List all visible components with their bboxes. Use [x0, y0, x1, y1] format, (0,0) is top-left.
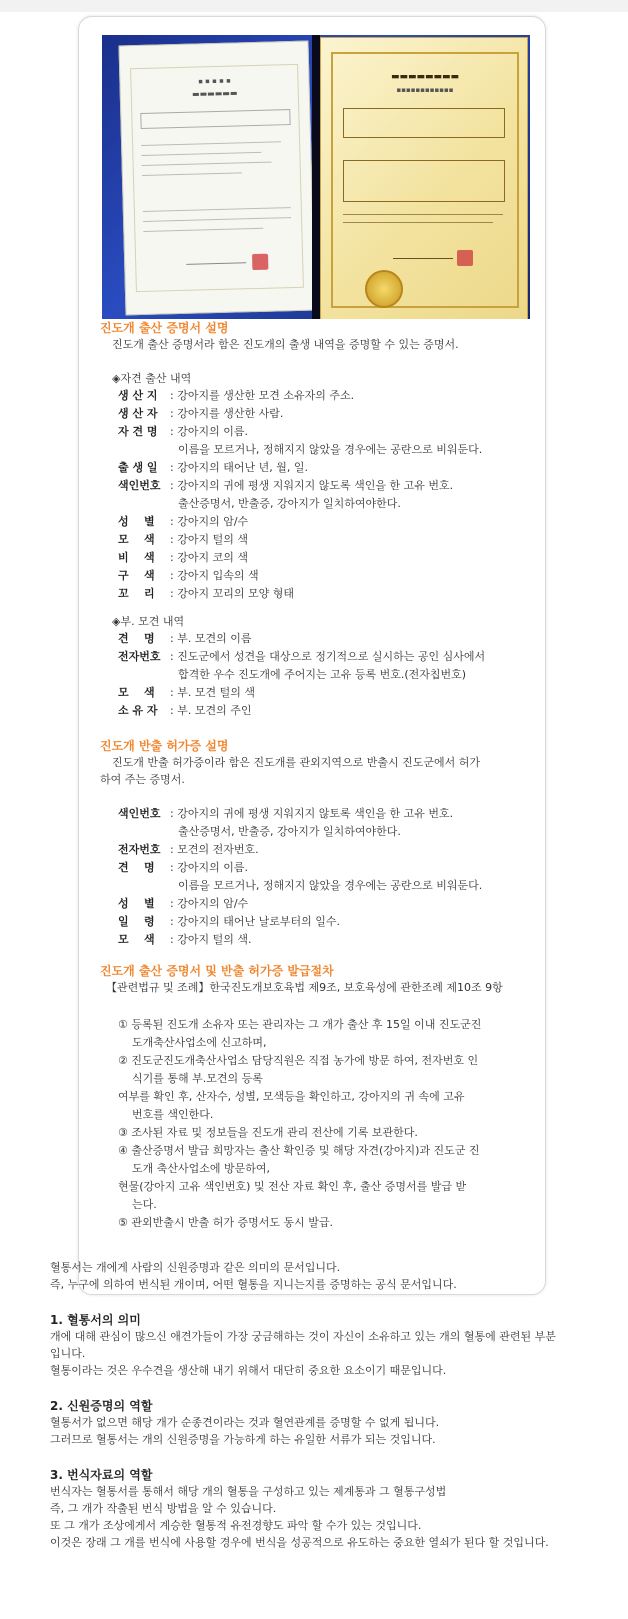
para-1b: 입니다.: [50, 1347, 86, 1360]
rows3-value: : 강아지의 귀에 평생 지워지지 않토록 색인을 한 고유 번호.: [170, 807, 454, 820]
procedure-step-line: ① 등록된 진도개 소유자 또는 관리자는 그 개가 출산 후 15일 이내 진도군진: [118, 1018, 482, 1031]
para-3b: 즉, 그 개가 작출된 번식 방법을 알 수 있습니다.: [50, 1502, 277, 1515]
heading-3: 3. 번식자료의 역할: [50, 1468, 153, 1482]
para-2b: 그러므로 혈통서는 개의 신원증명을 가능하게 하는 유일한 서류가 되는 것입니다.: [50, 1433, 436, 1446]
para-1c: 혈통이라는 것은 우수견을 생산해 내기 위해서 대단히 중요한 요소이기 때문입니다.: [50, 1364, 447, 1377]
rows1-value: : 강아지의 귀에 평생 지워지지 않도록 색인을 한 고유 번호.: [170, 479, 454, 492]
rows3-value: : 강아지의 태어난 날로부터의 일수.: [170, 915, 340, 928]
rows3-value: : 강아지의 암/수: [170, 897, 249, 910]
procedure-step-line: 는다.: [132, 1198, 157, 1211]
rows1-key: 색인번호: [118, 479, 161, 492]
top-strip: [0, 0, 628, 12]
folder-spine: [312, 35, 320, 319]
rows1-key: 성 별: [118, 515, 155, 528]
rows3-value: : 모견의 전자번호.: [170, 843, 259, 856]
rows1-value: : 강아지의 암/수: [170, 515, 249, 528]
rows2-value: : 진도군에서 성견을 대상으로 정기적으로 실시하는 공인 심사에서: [170, 650, 486, 663]
rows2-value: : 부. 모견 털의 색: [170, 686, 255, 699]
rows3-value: : 강아지 털의 색.: [170, 933, 252, 946]
rows2-key: 모 색: [118, 686, 155, 699]
gold-seal-icon: [365, 270, 403, 308]
rows1-value: : 강아지 코의 색: [170, 551, 248, 564]
heading-1: 1. 혈통서의 의미: [50, 1313, 141, 1327]
heading-2: 2. 신원증명의 역할: [50, 1399, 153, 1413]
procedure-step-line: ⑤ 관외반출시 반출 허가 증명서도 동시 발급.: [118, 1216, 333, 1229]
rows1-key: 출 생 일: [118, 461, 158, 474]
rows1-value: : 강아지 꼬리의 모양 형태: [170, 587, 294, 600]
rows1-key: 구 색: [118, 569, 155, 582]
rows1-value: 출산증명서, 반출증, 강아지가 일치하여야한다.: [178, 497, 401, 510]
rows1-value: : 강아지 입속의 색: [170, 569, 259, 582]
sec1-title: 진도개 출산 증명서 설명: [100, 321, 229, 335]
procedure-step-line: 여부를 확인 후, 산자수, 성별, 모색등을 확인하고, 강아지의 귀 속에 고유: [118, 1090, 465, 1103]
rows1-key: 꼬 리: [118, 587, 155, 600]
rows2-value: : 부. 모견의 이름: [170, 632, 252, 645]
para-1a: 개에 대해 관심이 많으신 애견가들이 가장 궁금해하는 것이 자신이 소유하고 있는 개의 혈통에 관련된 부분: [50, 1330, 556, 1343]
sub2-title: ◈부. 모견 내역: [112, 615, 185, 628]
sec3-title: 진도개 출산 증명서 및 반출 허가증 발급절차: [100, 964, 334, 978]
sec1-desc: 진도개 출산 증명서라 함은 진도개의 출생 내역을 증명할 수 있는 증명서.: [112, 338, 459, 351]
birth-certificate-document: ▬▬▬▬▬▬▬▬ ▪▪▪▪▪▪▪▪▪▪▪▪: [320, 37, 528, 319]
rows1-value: : 강아지 털의 색: [170, 533, 248, 546]
rows1-key: 생 산 지: [118, 389, 158, 402]
sec2-desc-1: 진도개 반출 허가증이라 함은 진도개를 관외지역으로 반출시 진도군에서 허가: [112, 756, 481, 769]
law-reference: 【관련법규 및 조례】한국진도개보호육법 제9조, 보호육성에 관한조례 제10조 9항: [106, 981, 503, 994]
para-3a: 번식자는 혈통서를 통해서 해당 개의 혈통을 구성하고 있는 제계통과 그 혈통구성법: [50, 1485, 447, 1498]
rows1-key: 생 산 자: [118, 407, 158, 420]
intro-line-2: 즉, 누구에 의하여 번식된 개이며, 어떤 혈통을 지니는지를 증명하는 공식 문서입니다.: [50, 1278, 457, 1291]
rows1-key: 모 색: [118, 533, 155, 546]
rows2-value: : 부. 모견의 주인: [170, 704, 252, 717]
sub1-title: ◈자견 출산 내역: [112, 372, 192, 385]
para-3d: 이것은 장래 그 개를 번식에 사용할 경우에 번식을 성공적으로 유도하는 중요한 열쇠가 된다 할 것입니다.: [50, 1536, 549, 1549]
procedure-step-line: ④ 출산증명서 발급 희망자는 출산 확인증 및 해당 자견(강아지)과 진도군 진: [118, 1144, 480, 1157]
para-3c: 또 그 개가 조상에게서 계승한 혈통적 유전경향도 파악 할 수가 있는 것입니다.: [50, 1519, 422, 1532]
procedure-step-line: 번호를 색인한다.: [132, 1108, 214, 1121]
rows1-value: : 강아지의 이름.: [170, 425, 248, 438]
rows3-value: 출산증명서, 반출증, 강아지가 일치하여야한다.: [178, 825, 401, 838]
sec2-title: 진도개 반출 허가증 설명: [100, 739, 229, 753]
rows2-key: 전자번호: [118, 650, 161, 663]
procedure-step-line: 식기를 통해 부.모견의 등록: [132, 1072, 263, 1085]
rows3-key: 모 색: [118, 933, 155, 946]
para-2a: 혈통서가 없으면 해당 개가 순종견이라는 것과 혈연관계를 증명할 수 없게 됩니다.: [50, 1416, 440, 1429]
procedure-step-line: ② 진도군진도개축산사업소 담당직원은 직접 농가에 방문 하여, 전자번호 인: [118, 1054, 479, 1067]
procedure-step-line: ③ 조사된 자료 및 정보들을 진도개 관리 전산에 기록 보관한다.: [118, 1126, 418, 1139]
rows2-value: 합격한 우수 진도개에 주어지는 고유 등록 번호.(전자칩번호): [178, 668, 467, 681]
rows1-value: : 강아지의 태어난 년, 월, 일.: [170, 461, 308, 474]
rows2-key: 견 명: [118, 632, 155, 645]
rows3-key: 일 령: [118, 915, 155, 928]
procedure-step-line: 도개 축산사업소에 방문하여,: [132, 1162, 271, 1175]
rows3-key: 견 명: [118, 861, 155, 874]
rows2-key: 소 유 자: [118, 704, 158, 717]
rows1-key: 자 견 명: [118, 425, 158, 438]
rows3-value: : 강아지의 이름.: [170, 861, 248, 874]
procedure-step-line: 현물(강아지 고유 색인번호) 및 전산 자료 확인 후, 출산 증명서를 발급 받: [118, 1180, 467, 1193]
rows1-value: : 강아지를 생산한 사람.: [170, 407, 284, 420]
rows3-key: 색인번호: [118, 807, 161, 820]
rows1-value: 이름을 모르거나, 정해지지 않았을 경우에는 공란으로 비워둔다.: [178, 443, 483, 456]
export-permit-document: ▪ ▪ ▪ ▪ ▪ ▬▬▬▬▬▬: [118, 41, 315, 316]
intro-line-1: 혈통서는 개에게 사람의 신원증명과 같은 의미의 문서입니다.: [50, 1261, 341, 1274]
sec2-desc-2: 하여 주는 증명서.: [100, 773, 185, 786]
rows1-key: 비 색: [118, 551, 155, 564]
rows3-key: 성 별: [118, 897, 155, 910]
rows3-value: 이름을 모르거나, 정해지지 않았을 경우에는 공란으로 비워둔다.: [178, 879, 483, 892]
rows1-value: : 강아지를 생산한 모견 소유자의 주소.: [170, 389, 355, 402]
procedure-step-line: 도개축산사업소에 신고하며,: [132, 1036, 267, 1049]
certificate-photo: [102, 35, 530, 319]
rows3-key: 전자번호: [118, 843, 161, 856]
